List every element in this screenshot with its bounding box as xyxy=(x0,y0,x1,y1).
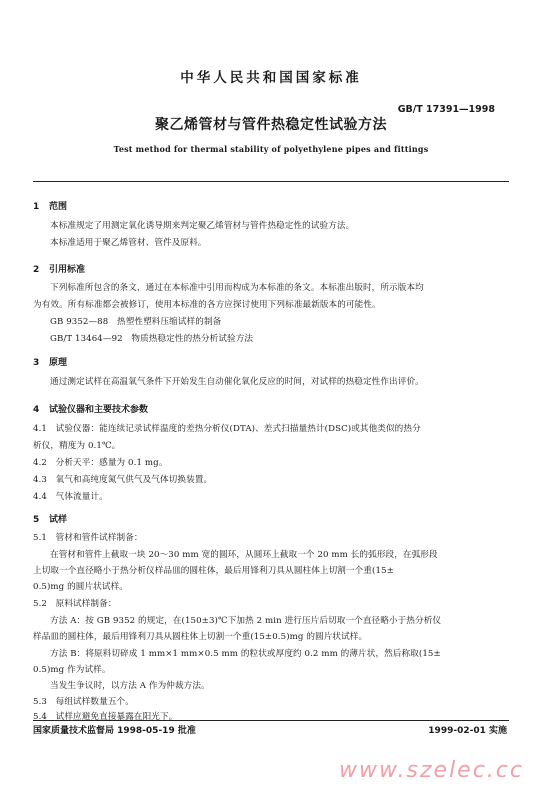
reference-item: GB 9352—88 热塑性塑料压缩试样的制备 xyxy=(50,317,222,327)
section-title: 原理 xyxy=(49,358,68,368)
clause-5-2: 5.2 原料试样制备： xyxy=(33,599,117,609)
paragraph: 0.5)mg 的圆片状试样。 xyxy=(33,582,128,592)
paragraph: 方法 B：将原料切碎成 1 mm×1 mm×0.5 mm 的粒状或厚度约 0.2 mm 的薄片状，然后称取(15± xyxy=(50,649,441,659)
section-number: 4 xyxy=(33,405,40,415)
section-title: 引用标准 xyxy=(49,265,86,275)
clause-4-2: 4.2 分析天平：感量为 0.1 mg。 xyxy=(33,458,168,468)
standard-code: GB/T 17391—1998 xyxy=(397,104,495,115)
paragraph: 方法 A：按 GB 9352 的规定，在(150±3)℃下加热 2 min 进行压片后切取一个直径略小于热分析仪 xyxy=(50,616,442,626)
section-heading-1 xyxy=(33,199,67,212)
clause-4-1: 4.1 试验仪器：能连续记录试样温度的差热分析仪(DTA)、差式扫描量热计(DSC)或其他类似的热分 xyxy=(33,424,421,434)
reference-item: GB/T 13464—92 物质热稳定性的热分析试验方法 xyxy=(50,334,254,344)
paragraph: 下列标准所包含的条文，通过在本标准中引用而构成为本标准的条文。本标准出版时，所示版本均 xyxy=(50,283,424,293)
implementation-date: 1999-02-01 实施 xyxy=(428,726,507,736)
section-heading-4 xyxy=(33,402,148,415)
clause-4-4: 4.4 气体流量计。 xyxy=(33,492,108,502)
section-number: 2 xyxy=(33,265,40,275)
paragraph: 上切取一个直径略小于热分析仪样品皿的圆柱体，最后用锋利刀具从圆柱体上切割一个重(15± xyxy=(33,566,394,576)
section-heading-2 xyxy=(33,262,85,275)
section-title: 试样 xyxy=(49,515,68,525)
footer-divider xyxy=(33,720,509,721)
paragraph: 样品皿的圆柱体，最后用锋利刀具从圆柱体上切割一个重(15±0.5)mg 的圆片状试样。 xyxy=(33,632,368,642)
section-heading-3 xyxy=(33,355,67,368)
paragraph: 为有效。所有标准都会被修订，使用本标准的各方应探讨使用下列标准最新版本的可能性。 xyxy=(33,300,381,310)
section-title: 范围 xyxy=(49,202,68,212)
section-number: 1 xyxy=(33,202,40,212)
clause-5-4: 5.4 试样应避免直接暴露在阳光下。 xyxy=(33,712,178,722)
approval-line: 国家质量技术监督局 1998-05-19 批准 xyxy=(33,726,196,736)
watermark: www.szelec.cc xyxy=(338,758,524,783)
paragraph: 0.5)mg 作为试样。 xyxy=(33,665,111,675)
document-title-en: Test method for thermal stability of polyethylene pipes and fittings xyxy=(113,144,429,154)
header-divider xyxy=(33,181,509,182)
paragraph: 本标准适用于聚乙烯管材、管件及原料。 xyxy=(50,238,207,248)
clause-5-3: 5.3 每组试样数量五个。 xyxy=(33,697,134,707)
section-number: 5 xyxy=(33,515,40,525)
document-title-cn: 聚乙烯管材与管件热稳定性试验方法 xyxy=(155,117,387,133)
paragraph: 在管材和管件上截取一块 20～30 mm 宽的圆环，从圆环上截取一个 20 mm 长的弧形段，在弧形段 xyxy=(50,550,438,560)
paragraph: 通过测定试样在高温氧气条件下开始发生自动催化氧化反应的时间，对试样的热稳定性作出评价。 xyxy=(50,377,424,387)
paragraph: 当发生争议时，以方法 A 作为仲裁方法。 xyxy=(50,681,210,691)
paragraph: 本标准规定了用测定氧化诱导期来判定聚乙烯管材与管件热稳定性的试验方法。 xyxy=(50,221,355,231)
section-title: 试验仪器和主要技术参数 xyxy=(49,405,149,415)
national-standard-heading: 中华人民共和国国家标准 xyxy=(180,70,362,86)
section-number: 3 xyxy=(33,358,40,368)
clause-4-3: 4.3 氧气和高纯度氮气供气及气体切换装置。 xyxy=(33,475,213,485)
clause-5-1: 5.1 管材和管件试样制备： xyxy=(33,533,143,543)
section-heading-5 xyxy=(33,512,67,525)
paragraph: 析仪，精度为 0.1℃。 xyxy=(33,441,121,451)
